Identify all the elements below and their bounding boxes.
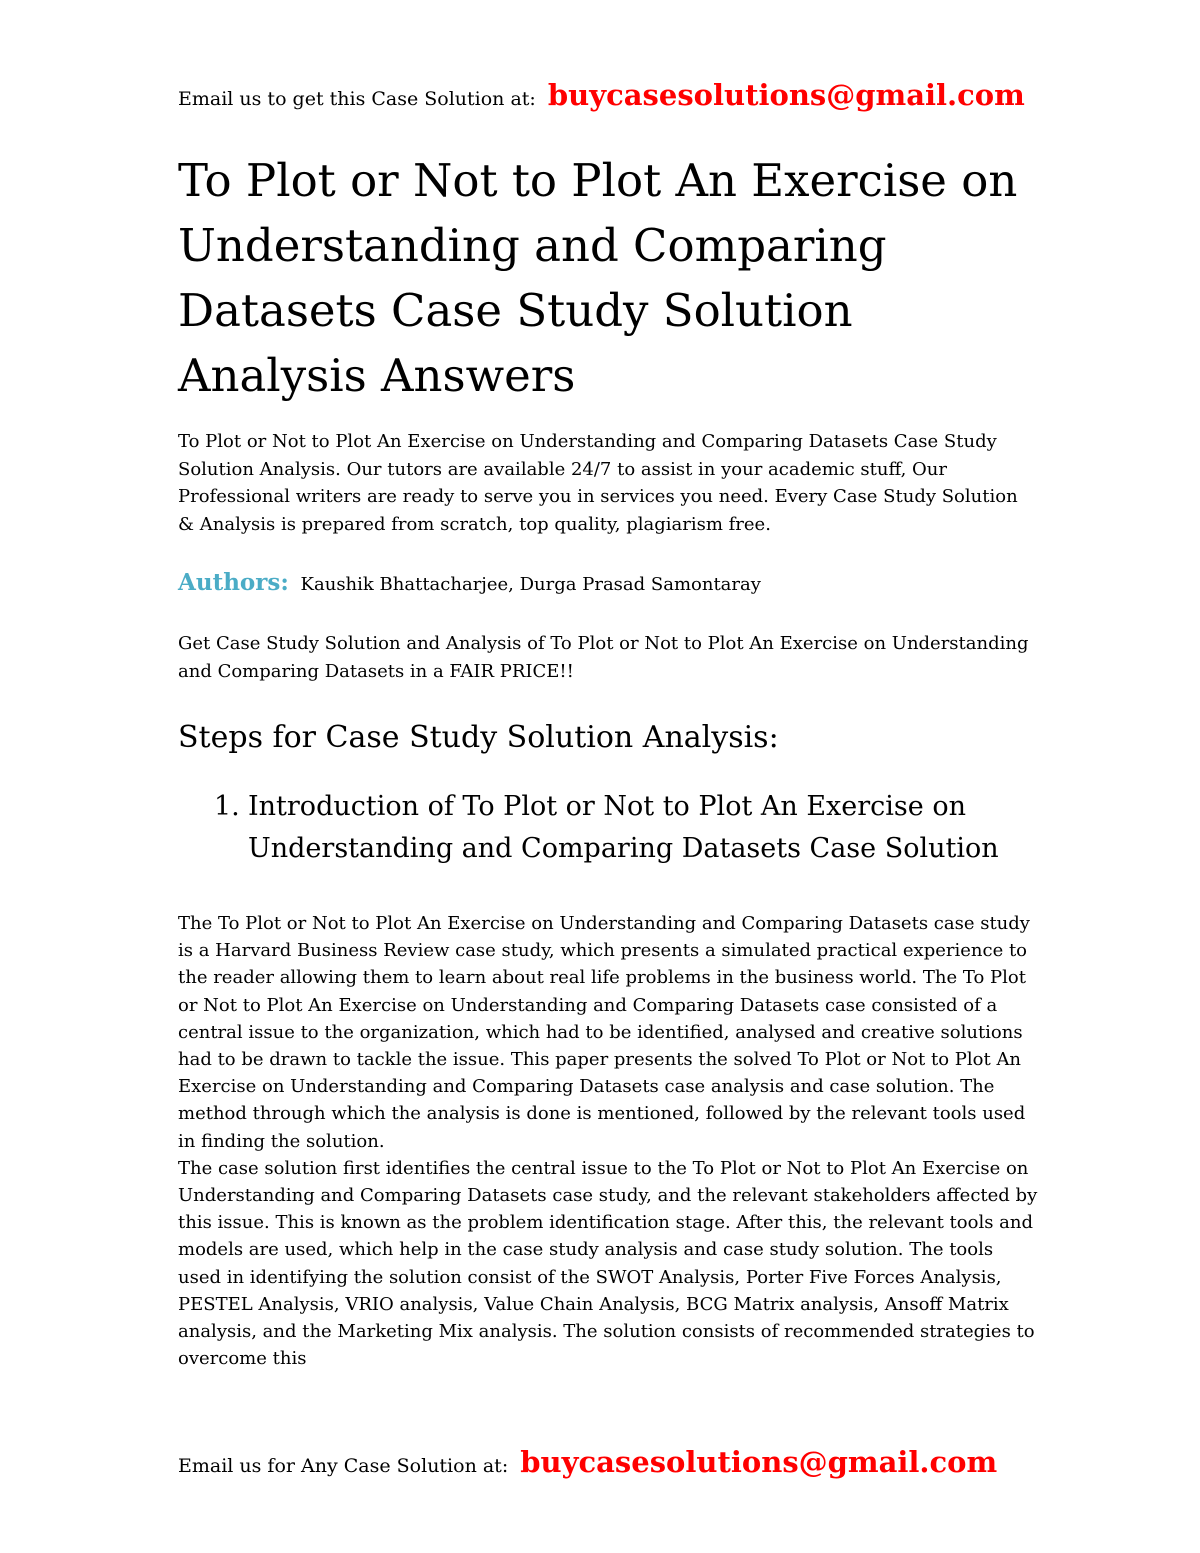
footer-email-prefix: Email us for Any Case Solution at: — [178, 1455, 509, 1477]
intro-paragraph: To Plot or Not to Plot An Exercise on Understanding and Comparing Datasets Case Study Solution Analysis. Our tutors are available 24/7 to assist in your academic stuff, Our Professional writers are ready to serve you in services you need. Every Case Study Solution & Analysis is prepared from scratch, top quality, plagiarism free. — [178, 431, 1018, 535]
header-email-prefix: Email us to get this Case Solution at: — [178, 88, 536, 110]
authors-line — [178, 568, 761, 600]
header-email-address[interactable]: buycasesolutions@gmail.com — [547, 78, 1025, 112]
document-title: To Plot or Not to Plot An Exercise on Understanding and Comparing Datasets Case Study Solution Analysis Answers — [178, 154, 1018, 402]
authors-label: Authors: — [178, 569, 289, 596]
step-number: 1. — [214, 791, 240, 822]
body-paragraph: The To Plot or Not to Plot An Exercise on Understanding and Comparing Datasets case study is a Harvard Business Review case study, which presents a simulated practical experience to the reader allowing them to learn about real life problems in the business world. The To Plot or Not to Plot An Exercise on Understanding and Comparing Datasets case consisted of a central issue to the organization, which had to be identified, analysed and creative solutions had to be drawn to tackle the issue. This paper presents the solved To Plot or Not to Plot An Exercise on Understanding and Comparing Datasets case analysis and case solution. The method through which the analysis is done is mentioned, followed by the relevant tools used in finding the solution. — [178, 913, 1030, 1152]
authors-names: Kaushik Bhattacharjee, Durga Prasad Samontaray — [300, 574, 761, 595]
header-email-line — [178, 80, 1025, 114]
body-paragraph: The case solution first identifies the central issue to the To Plot or Not to Plot An Exercise on Understanding and Comparing Datasets case study, and the relevant stakeholders affected by this issue. This is known as the problem identification stage. After this, the relevant tools and models are used, which help in the case study analysis and case study solution. The tools used in identifying the solution consist of the SWOT Analysis, Porter Five Forces Analysis, PESTEL Analysis, VRIO analysis, Value Chain Analysis, BCG Matrix analysis, Ansoff Matrix analysis, and the Marketing Mix analysis. The solution consists of recommended strategies to overcome this — [178, 1157, 1038, 1370]
step-heading-text: Introduction of To Plot or Not to Plot An Exercise on Understanding and Comparing Datasets Case Solution — [248, 791, 999, 864]
price-paragraph: Get Case Study Solution and Analysis of To Plot or Not to Plot An Exercise on Understanding and Comparing Datasets in a FAIR PRICE!! — [178, 633, 1029, 682]
steps-heading: Steps for Case Study Solution Analysis: — [178, 720, 779, 755]
body-text — [178, 910, 1038, 1372]
footer-email-address[interactable]: buycasesolutions@gmail.com — [520, 1445, 998, 1479]
footer-email-line — [178, 1447, 997, 1481]
